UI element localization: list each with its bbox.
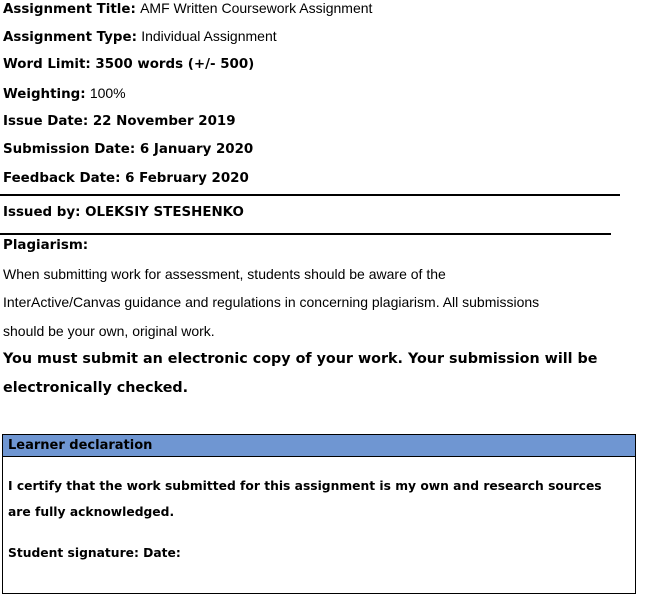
assignment-title-row [3, 0, 372, 18]
submission-date: Submission Date: 6 January 2020 [3, 142, 254, 157]
word-limit: Word Limit: 3500 words (+/- 500) [3, 57, 255, 72]
submission-notice-line-2: electronically checked. [3, 380, 189, 396]
weighting-label: Weighting: [3, 87, 86, 102]
student-signature-date: Student signature: Date: [8, 546, 181, 560]
assignment-type-value: Individual Assignment [141, 28, 277, 44]
assignment-title-label: Assignment Title: [3, 2, 136, 17]
learner-declaration-box [2, 434, 636, 594]
declaration-statement-line-1: I certify that the work submitted for this assignment is my own and research sources [8, 479, 602, 493]
assignment-title-value: AMF Written Coursework Assignment [140, 0, 373, 16]
learner-declaration-header [3, 435, 635, 457]
weighting-row [3, 85, 126, 103]
issued-by: Issued by: OLEKSIY STESHENKO [3, 205, 244, 220]
divider-rule-bottom [0, 233, 611, 235]
plagiarism-text-line-3: should be your own, original work. [3, 323, 215, 339]
feedback-date: Feedback Date: 6 February 2020 [3, 171, 249, 186]
issue-date: Issue Date: 22 November 2019 [3, 114, 236, 129]
divider-rule-top [0, 194, 620, 196]
assignment-type-label: Assignment Type: [3, 30, 137, 45]
learner-declaration-title: Learner declaration [8, 438, 153, 453]
declaration-statement-line-2: are fully acknowledged. [8, 505, 175, 519]
weighting-value: 100% [89, 85, 126, 101]
submission-notice-line-1: You must submit an electronic copy of your work. Your submission will be [3, 351, 598, 367]
plagiarism-heading: Plagiarism: [3, 238, 89, 253]
plagiarism-text-line-1: When submitting work for assessment, students should be aware of the [3, 266, 446, 282]
assignment-type-row [3, 28, 277, 46]
plagiarism-text-line-2: InterActive/Canvas guidance and regulations in concerning plagiarism. All submissions [3, 294, 540, 310]
